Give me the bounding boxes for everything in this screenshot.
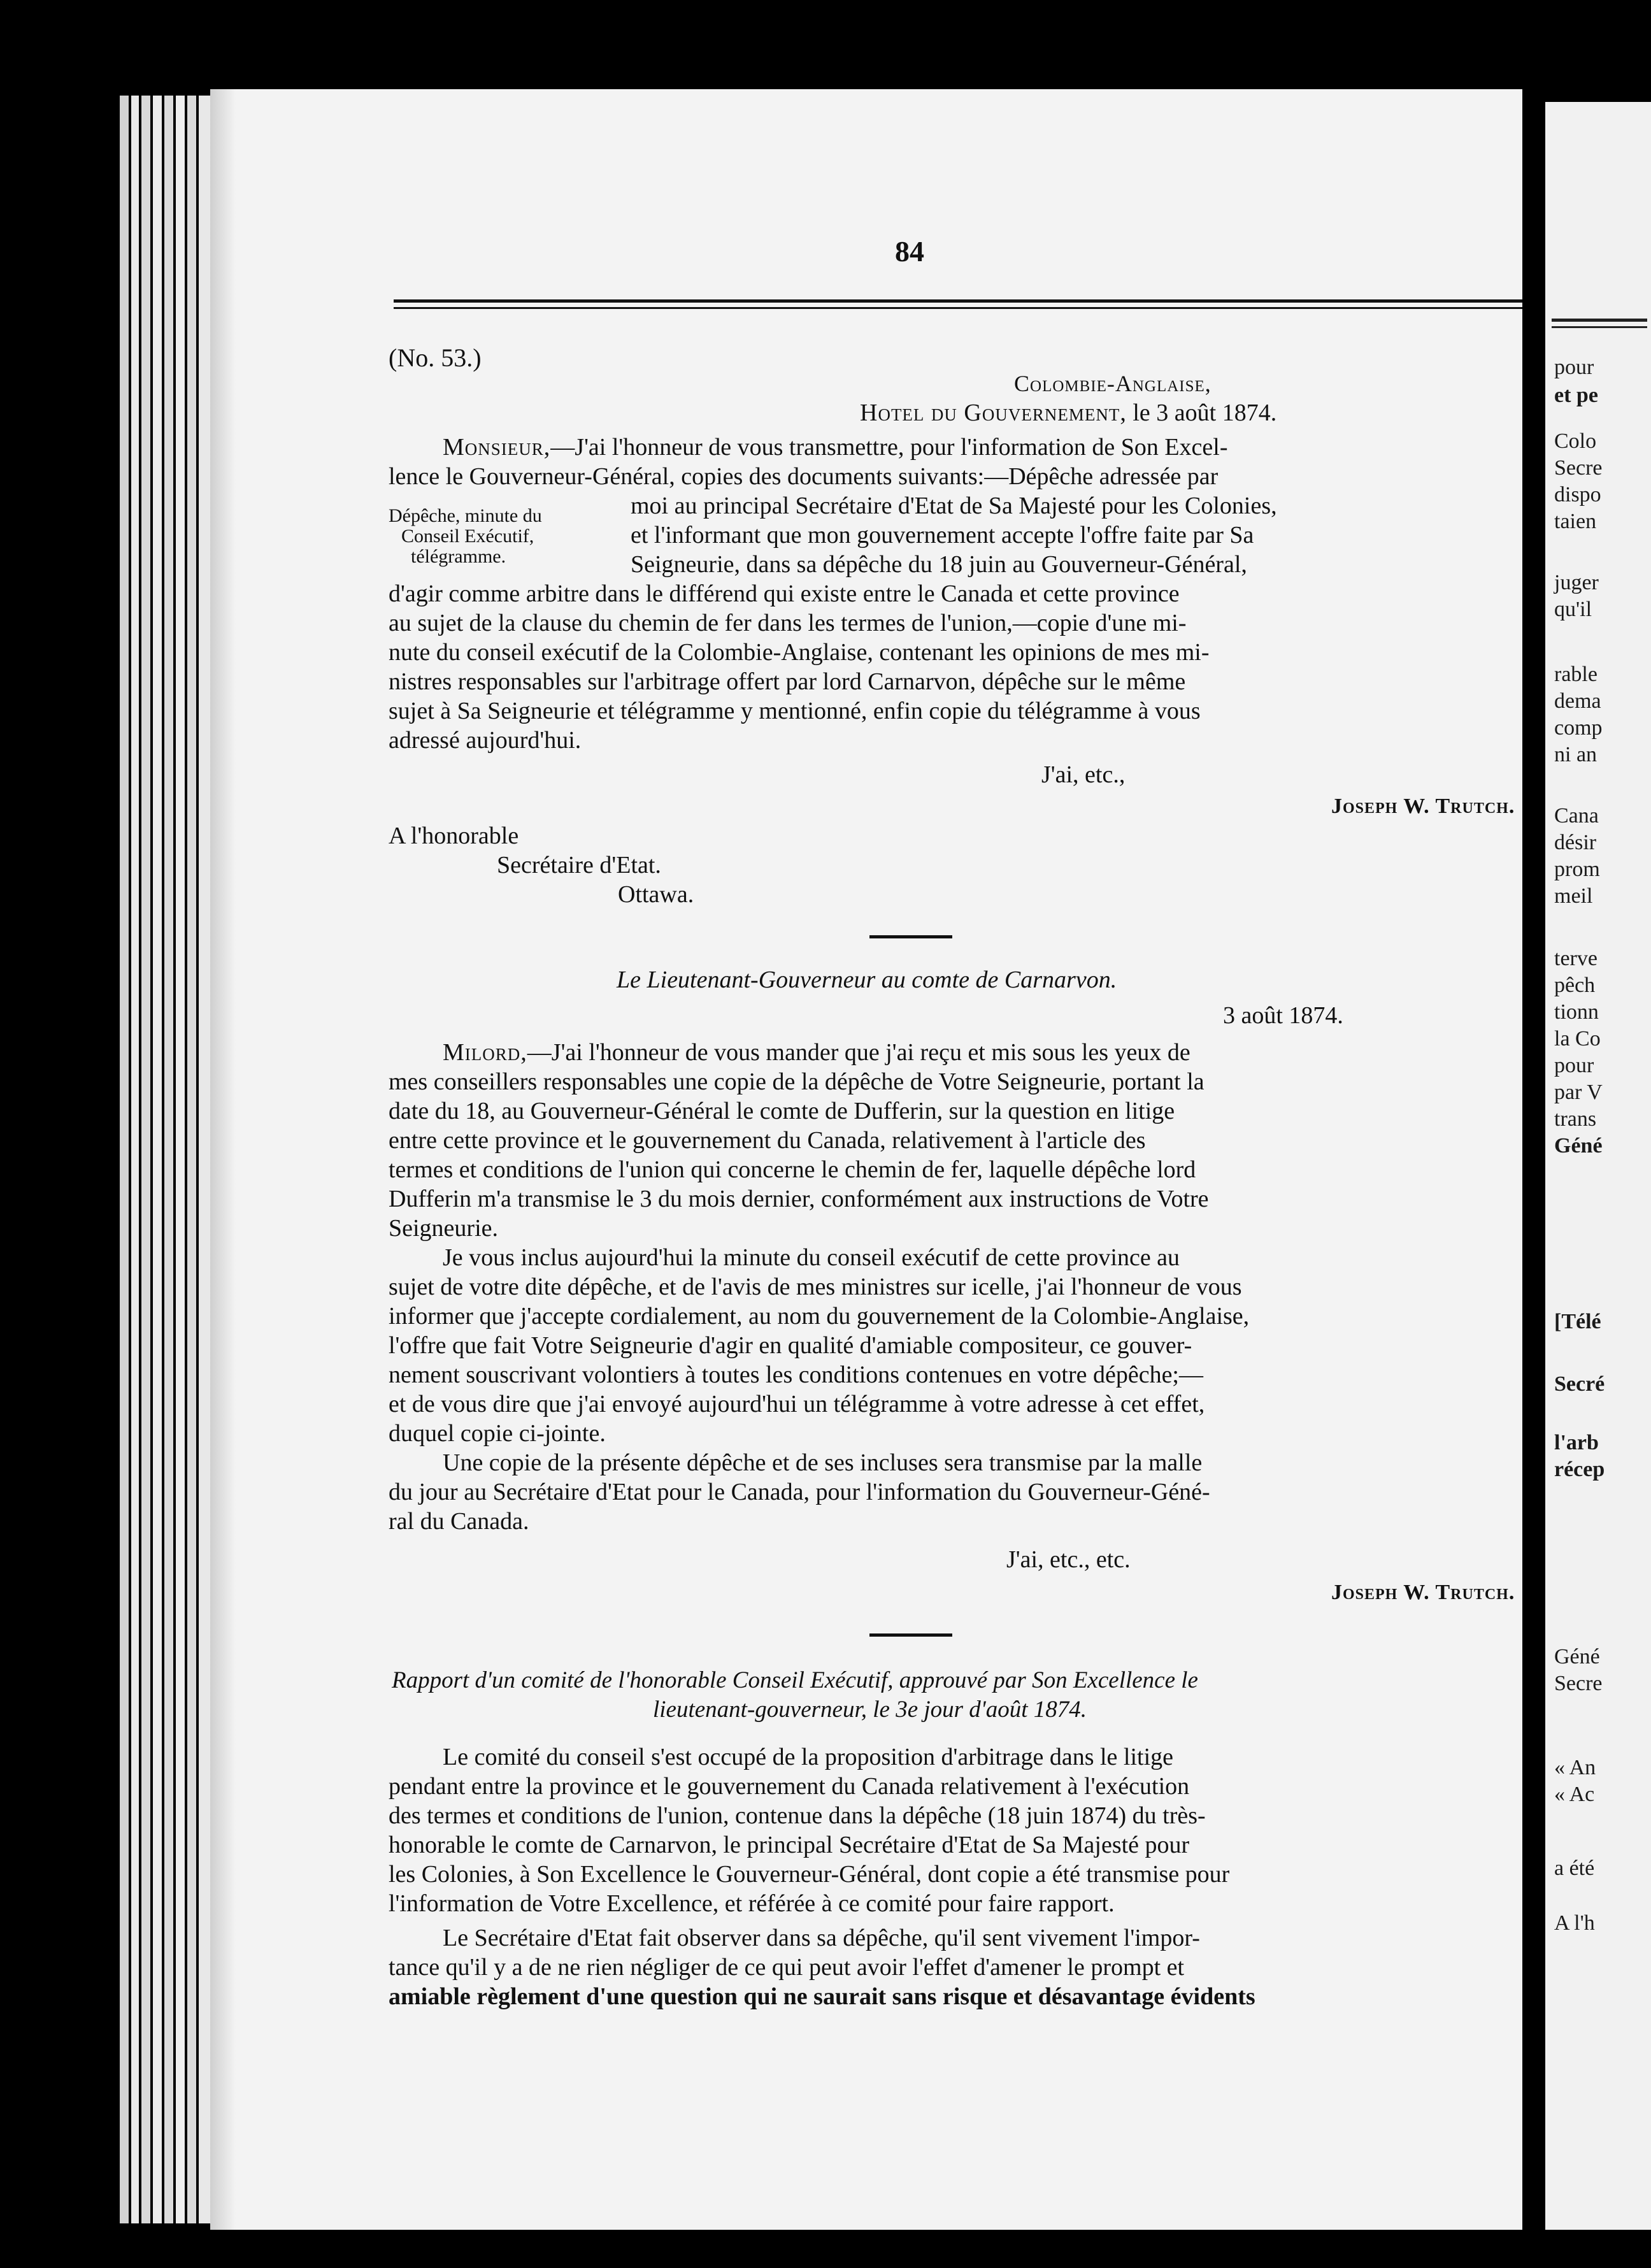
letter1-line-1: Monsieur,—J'ai l'honneur de vous transmettre, pour l'information de Son Excel- [443,434,1228,461]
facing-line: rable [1554,663,1597,686]
salutation: Milord, [443,1039,527,1066]
letter2-p2-line-5: nement souscrivant volontiers à toutes les conditions contenues en votre dépêche;— [389,1361,1203,1388]
letter1-line-5: Seigneurie, dans sa dépêche du 18 juin au Gouverneur-Général, [631,551,1247,578]
letter2-p3-line-3: ral du Canada. [389,1508,529,1535]
letter-place-line2 [860,399,1276,427]
header-rule-bottom [394,307,1641,309]
facing-line: « Ac [1554,1783,1595,1806]
facing-line: Secre [1554,1672,1603,1695]
report-p2-line-1: Le Secrétaire d'Etat fait observer dans sa dépêche, qu'il sent vivement l'impor- [443,1925,1200,1951]
letter2-p1-line-2: mes conseillers responsables une copie de la dépêche de Votre Seigneurie, portant la [389,1068,1204,1095]
facing-header-rule [1552,319,1647,322]
facing-page [1545,102,1651,2230]
letter2-p2-line-3: informer que j'accepte cordialement, au nom du gouvernement de la Colombie-Anglaise, [389,1303,1250,1330]
salutation: Monsieur, [443,434,551,461]
facing-line: tionn [1554,1000,1599,1024]
facing-line: prom [1554,858,1600,881]
facing-line: [Télé [1554,1310,1601,1333]
report-p1-line-2: pendant entre la province et le gouvernement du Canada relativement à l'exécution [389,1773,1190,1800]
facing-line: qu'il [1554,598,1592,621]
facing-line: Colo [1554,429,1597,453]
page-edge [141,96,150,2223]
facing-line: Cana [1554,804,1599,828]
facing-line: dema [1554,689,1601,713]
letter1-signature: Joseph W. Trutch. [1331,794,1515,818]
letter2-date: 3 août 1874. [1223,1002,1343,1029]
letter2-p1-line-1: Milord,—J'ai l'honneur de vous mander que j'ai reçu et mis sous les yeux de [443,1039,1190,1066]
letter2-p1-line-6: Dufferin m'a transmise le 3 du mois dernier, conformément aux instructions de Votre [389,1186,1209,1212]
facing-line: pour [1554,1054,1594,1077]
facing-line: trans [1554,1107,1597,1131]
page-edge [187,96,196,2223]
page-edge [164,96,173,2223]
letter2-p1-line-5: termes et conditions de l'union qui concerne le chemin de fer, laquelle dépêche lord [389,1156,1196,1183]
letter1-line-10: sujet à Sa Seigneurie et télégramme y mentionné, enfin copie du télégramme à vous [389,698,1201,724]
page-edge [131,96,139,2223]
document-page [210,89,1522,2230]
facing-line: dispo [1554,483,1601,506]
letter2-p3-line-2: du jour au Secrétaire d'Etat pour le Canada, pour l'information du Gouverneur-Géné- [389,1479,1210,1505]
facing-line: l'arb [1554,1431,1599,1454]
facing-line: A l'h [1554,1911,1595,1935]
letter2-p1-line-3: date du 18, au Gouverneur-Général le comte de Dufferin, sur la question en litige [389,1098,1175,1124]
page-content [210,89,1522,2230]
letter-place: Colombie-Anglaise, [1014,371,1211,396]
letter1-line-8: nute du conseil exécutif de la Colombie-Anglaise, contenant les opinions de mes mi- [389,639,1210,666]
letter2-heading: Le Lieutenant-Gouverneur au comte de Carnarvon. [617,966,1117,993]
margin-note-2: Conseil Exécutif, [401,526,534,547]
report-p2-line-3: amiable règlement d'une question qui ne saurait sans risque et désavantage évidents [389,1983,1255,2010]
letter2-p2-line-6: et de vous dire que j'ai envoyé aujourd'hui un télégramme à votre adresse à cet effet, [389,1391,1205,1418]
facing-line: Secre [1554,456,1603,480]
facing-line: taien [1554,510,1597,533]
letter-number: (No. 53.) [389,343,482,372]
letter-date: le 3 août 1874. [1133,399,1277,426]
letter2-p2-line-4: l'offre que fait Votre Seigneurie d'agir en qualité d'amiable compositeur, ce gouver- [389,1332,1192,1359]
page-edge [176,96,185,2223]
facing-line: Géné [1554,1134,1603,1158]
address-line-2: Secrétaire d'Etat. [497,852,661,879]
report-heading-line-1: Rapport d'un comité de l'honorable Conseil Exécutif, approuvé par Son Excellence le [392,1667,1198,1693]
letter2-p2-line-7: duquel copie ci-jointe. [389,1420,606,1447]
page-edge [120,96,129,2223]
letter2-p3-line-1: Une copie de la présente dépêche et de ses incluses sera transmise par la malle [443,1449,1203,1476]
facing-line: et pe [1554,384,1598,407]
report-p1-line-4: honorable le comte de Carnarvon, le principal Secrétaire d'Etat de Sa Majesté pour [389,1832,1190,1858]
report-heading-line-2: lieutenant-gouverneur, le 3e jour d'août 1874. [653,1697,1087,1723]
report-p1-line-3: des termes et conditions de l'union, contenue dans la dépêche (18 juin 1874) du très- [389,1802,1206,1829]
letter1-line-7: au sujet de la clause du chemin de fer dans les termes de l'union,—copie d'une mi- [389,610,1187,636]
facing-line: récep [1554,1458,1605,1481]
facing-line: pêch [1554,973,1596,997]
report-p1-line-5: les Colonies, à Son Excellence le Gouverneur-Général, dont copie a été transmise pour [389,1861,1230,1888]
letter2-p2-line-1: Je vous inclus aujourd'hui la minute du conseil exécutif de cette province au [443,1244,1180,1271]
report-p1-line-1: Le comité du conseil s'est occupé de la proposition d'arbitrage dans le litige [443,1744,1174,1770]
report-p2-line-2: tance qu'il y a de ne rien négliger de ce qui peut avoir l'effet d'amener le prompt et [389,1954,1185,1981]
letter1-line-9: nistres responsables sur l'arbitrage offert par lord Carnarvon, dépêche sur le même [389,668,1186,695]
header-rule-top [394,299,1641,303]
facing-line: désir [1554,831,1597,854]
page-edge [199,96,210,2223]
facing-line: la Co [1554,1027,1601,1051]
letter-place-hotel: Hotel du Gouvernement, [860,399,1127,426]
address-line-1: A l'honorable [389,822,519,849]
report-p1-line-6: l'information de Votre Excellence, et référée à ce comité pour faire rapport. [389,1890,1115,1917]
facing-line: terve [1554,947,1597,970]
facing-line: meil [1554,884,1593,908]
letter2-p2-line-2: sujet de votre dite dépêche, et de l'avis de mes ministres sur icelle, j'ai l'honneur de vous [389,1274,1242,1300]
margin-note-3: télégramme. [411,546,506,567]
facing-line: Géné [1554,1645,1600,1669]
facing-line: a été [1554,1856,1595,1880]
facing-line: juger [1554,571,1599,594]
letter1-closing: J'ai, etc., [1041,761,1126,788]
letter2-signature: Joseph W. Trutch. [1331,1581,1515,1604]
facing-line: Secré [1554,1372,1605,1396]
page-edge [153,96,162,2223]
page-number: 84 [895,235,924,268]
margin-note-1: Dépêche, minute du [389,505,542,526]
letter1-line-3: moi au principal Secrétaire d'Etat de Sa Majesté pour les Colonies, [631,492,1277,519]
letter2-p1-line-4: entre cette province et le gouvernement du Canada, relativement à l'article des [389,1127,1146,1154]
book-gutter [1522,89,1545,2230]
letter1-line-2: lence le Gouverneur-Général, copies des documents suivants:—Dépêche adressée par [389,463,1219,490]
facing-line: par V [1554,1080,1603,1104]
letter1-line-4: et l'informant que mon gouvernement accepte l'offre faite par Sa [631,522,1254,549]
facing-header-rule [1552,326,1647,328]
letter1-line-11: adressé aujourd'hui. [389,727,582,754]
facing-line: ni an [1554,743,1597,766]
section-divider [869,935,952,938]
letter2-p1-line-7: Seigneurie. [389,1215,499,1242]
letter1-line-6: d'agir comme arbitre dans le différend qui existe entre le Canada et cette province [389,580,1180,607]
letter2-closing: J'ai, etc., etc. [1006,1546,1131,1573]
facing-line: « An [1554,1756,1596,1779]
facing-line: pour [1554,355,1594,379]
address-line-3: Ottawa. [618,881,694,908]
section-divider [869,1633,952,1637]
facing-line: comp [1554,716,1603,740]
